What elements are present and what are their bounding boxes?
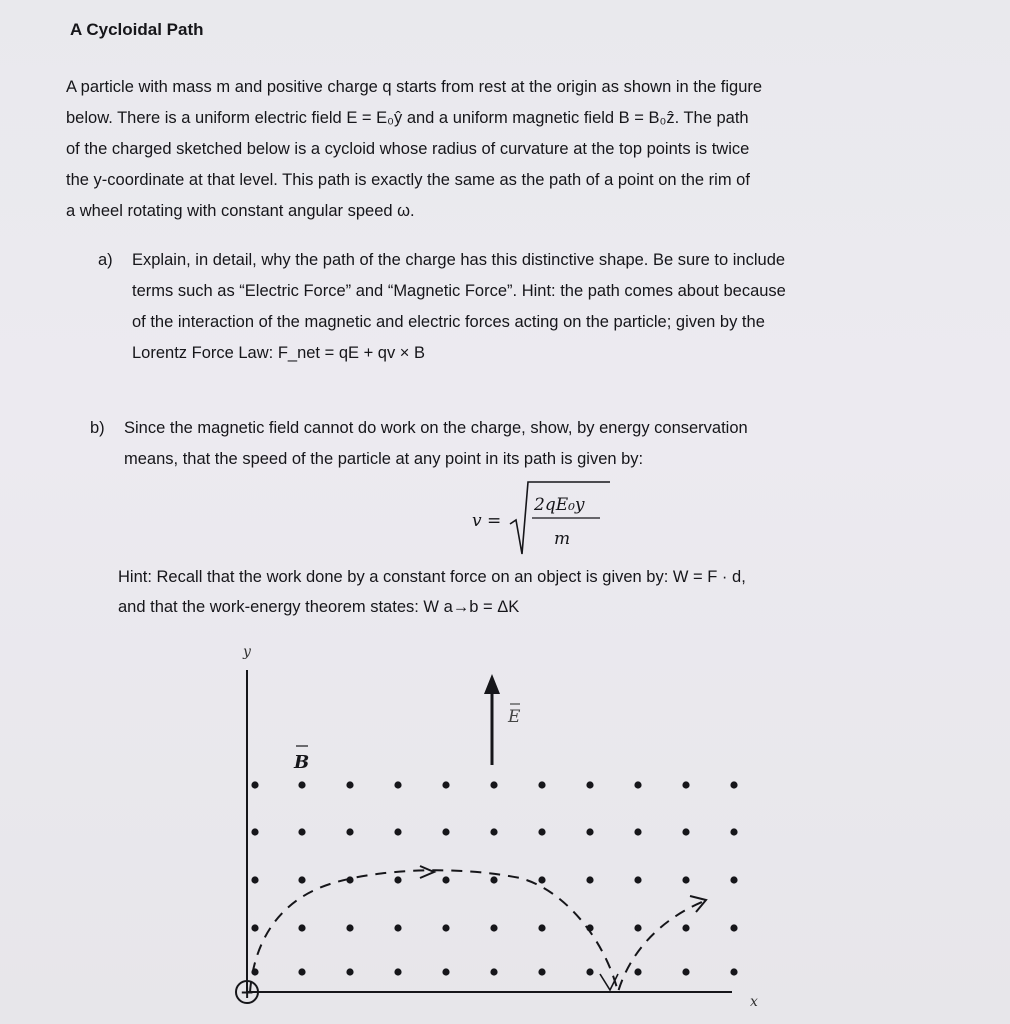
field-dot	[394, 781, 401, 788]
field-dot	[394, 924, 401, 931]
field-dot	[346, 828, 353, 835]
field-dot	[682, 828, 689, 835]
field-dot	[538, 781, 545, 788]
field-dot	[442, 968, 449, 975]
e-field-arrowhead	[484, 674, 500, 694]
field-dot	[490, 828, 497, 835]
part-a-line: Lorentz Force Law: F_net = qE + qv × B	[132, 344, 426, 362]
hint-line: Hint: Recall that the work done by a constant force on an object is given by: W = F · d,	[118, 568, 746, 586]
formula-numerator: 2qE₀y	[534, 495, 585, 515]
intro-line: A particle with mass m and positive charge q starts from rest at the origin as shown in the figure	[66, 78, 763, 96]
field-dot	[730, 924, 737, 931]
x-axis-label: x	[750, 994, 758, 1010]
cycloid-path	[250, 870, 702, 992]
field-dot	[538, 828, 545, 835]
field-dot	[682, 781, 689, 788]
part-b-label: b)	[90, 419, 105, 437]
path-direction-arrow	[420, 866, 434, 878]
field-dot	[538, 924, 545, 931]
field-dot	[538, 876, 545, 883]
part-b-line: means, that the speed of the particle at any point in its path is given by:	[124, 450, 644, 468]
field-dot	[298, 828, 305, 835]
part-a-line: of the interaction of the magnetic and electric forces acting on the particle; given by the	[132, 313, 765, 331]
field-dot	[490, 781, 497, 788]
field-dot	[730, 781, 737, 788]
intro-line: the y-coordinate at that level. This path is exactly the same as the path of a point on the rim of	[66, 171, 750, 189]
page-title: A Cycloidal Path	[70, 20, 204, 39]
field-dot	[586, 828, 593, 835]
speed-formula	[460, 480, 620, 560]
field-dot	[442, 876, 449, 883]
field-dot	[538, 968, 545, 975]
field-dot	[682, 876, 689, 883]
field-dot	[682, 924, 689, 931]
b-field-label: B	[294, 752, 310, 773]
part-a-line: Explain, in detail, why the path of the charge has this distinctive shape. Be sure to include	[132, 251, 786, 269]
field-dot	[490, 876, 497, 883]
field-dot	[442, 781, 449, 788]
field-dot	[730, 876, 737, 883]
part-b-line: Since the magnetic field cannot do work on the charge, show, by energy conservation	[124, 419, 748, 437]
intro-line: of the charged sketched below is a cycloid whose radius of curvature at the top points is twice	[66, 140, 750, 158]
field-dot	[634, 781, 641, 788]
field-dot	[251, 876, 258, 883]
e-field-label: E	[508, 707, 521, 727]
formula-lhs: v =	[472, 511, 502, 531]
part-a-line: terms such as “Electric Force” and “Magnetic Force”. Hint: the path comes about because	[132, 282, 786, 300]
intro-line: below. There is a uniform electric field E = E₀ŷ and a uniform magnetic field B = B₀ẑ. The path	[66, 109, 749, 127]
field-dot	[682, 968, 689, 975]
field-dot	[394, 876, 401, 883]
field-dot	[634, 828, 641, 835]
y-axis-label: y	[243, 644, 251, 660]
field-dot	[490, 968, 497, 975]
hint-line: and that the work-energy theorem states: W a→b = ΔK	[118, 598, 520, 616]
field-dot	[394, 968, 401, 975]
field-dot	[586, 781, 593, 788]
field-dot	[298, 876, 305, 883]
field-dot	[730, 968, 737, 975]
field-dot	[251, 828, 258, 835]
cycloid-figure	[220, 640, 780, 1020]
intro-line: a wheel rotating with constant angular speed ω.	[66, 202, 415, 220]
field-dot	[586, 876, 593, 883]
intro-paragraph	[66, 72, 946, 227]
field-dot	[634, 924, 641, 931]
field-dot	[730, 828, 737, 835]
charge-symbol: +	[240, 983, 255, 1003]
field-dot	[298, 924, 305, 931]
field-dot	[346, 781, 353, 788]
field-dot	[251, 924, 258, 931]
field-dot	[298, 968, 305, 975]
field-dot	[394, 828, 401, 835]
field-dot	[346, 968, 353, 975]
field-dot	[442, 924, 449, 931]
field-dot	[298, 781, 305, 788]
magnetic-field-dots	[251, 781, 737, 975]
part-a-label: a)	[98, 251, 113, 269]
hint-text	[118, 562, 746, 622]
field-dot	[490, 924, 497, 931]
field-dot	[634, 968, 641, 975]
field-dot	[442, 828, 449, 835]
field-dot	[251, 781, 258, 788]
field-dot	[346, 924, 353, 931]
field-dot	[586, 968, 593, 975]
field-dot	[634, 876, 641, 883]
formula-denominator: m	[554, 529, 571, 549]
